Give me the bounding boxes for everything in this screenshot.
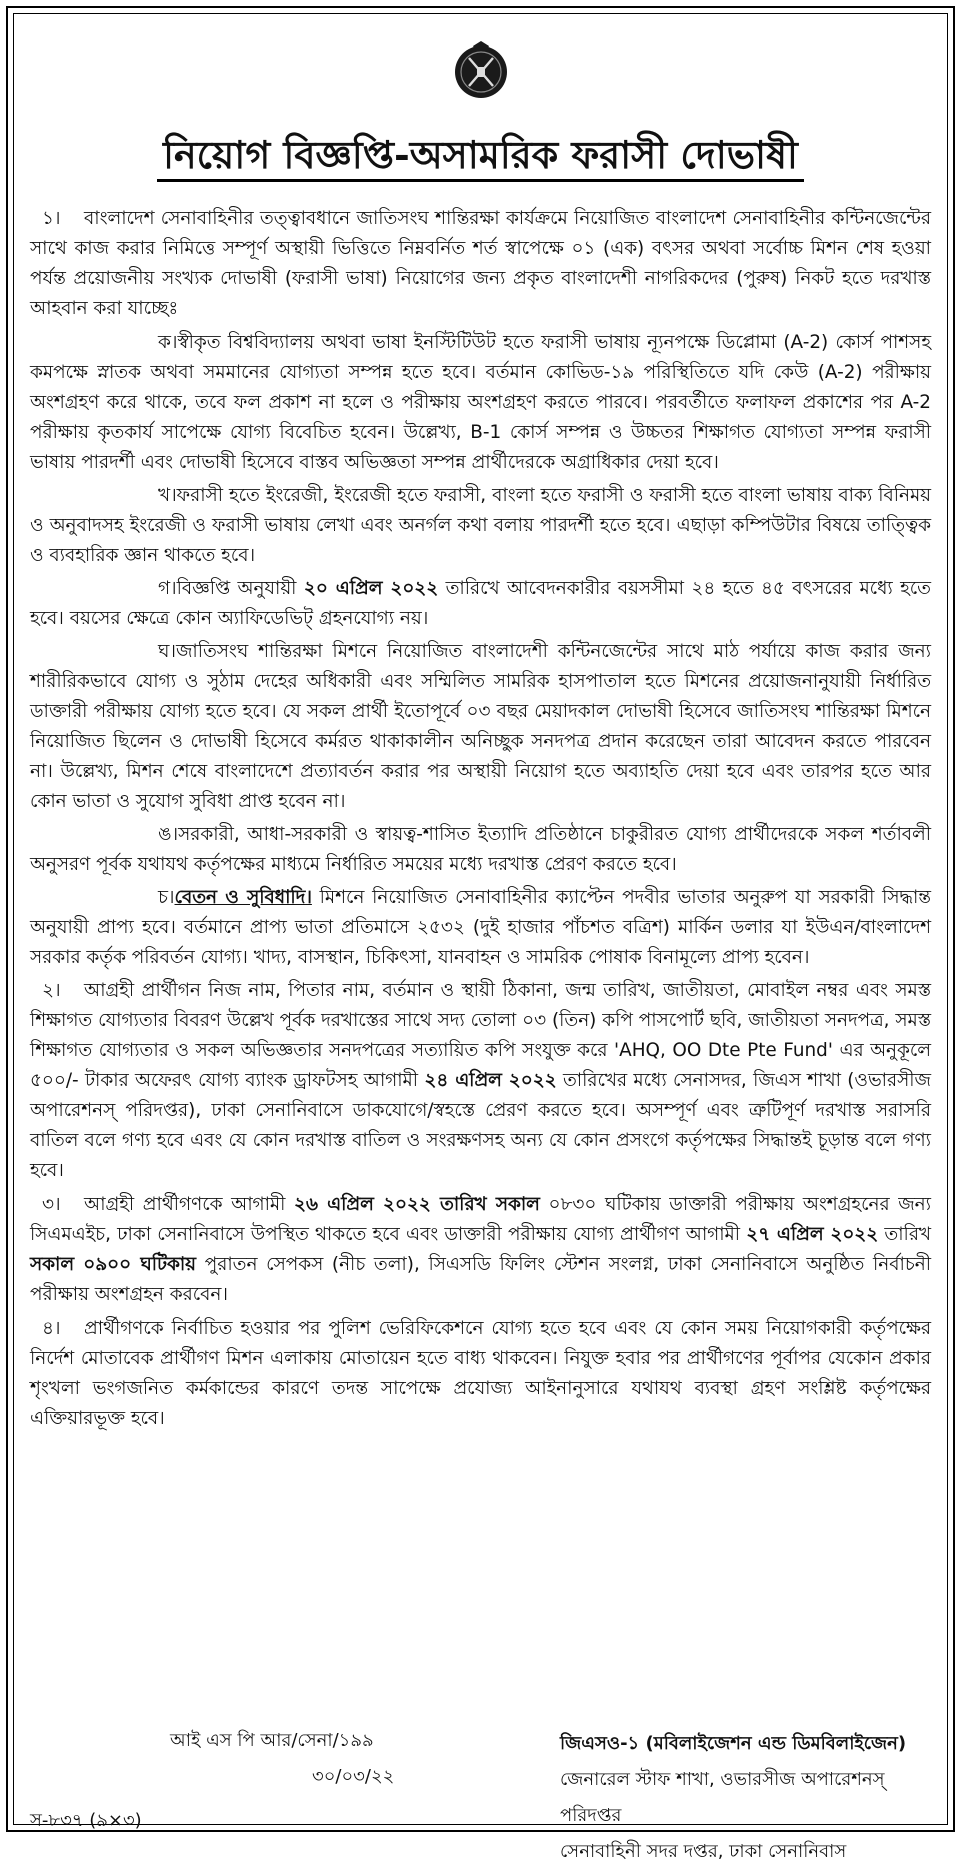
salary-benefits-label: বেতন ও সুবিধাদি। — [174, 887, 312, 908]
paragraph-4 — [30, 1314, 931, 1434]
notice-title — [54, 132, 907, 178]
sub-item-number: ঘ। — [158, 641, 176, 662]
sub-item-ka — [30, 328, 931, 478]
signatory-title: জিএসও-১ (মবিলাইজেশন এন্ড ডিমবিলাইজেন) — [560, 1733, 907, 1754]
paragraph-text-pre: আগ্রহী প্রার্থীগন নিজ নাম, পিতার নাম, বর্তমান ও স্থায়ী ঠিকানা, জন্ম তারিখ, জাতীয়তা, মোবাইল নম্বর এবং সমস্ত শিক্ষাগত যোগ্যতার বিবরণ উল্লেখ পূর্বক দরখাস্তের সাথে সদ্য তোলা ০৩ (তিন) কপি পাসপোর্ট ছবি, জাতীয়তা সনদপত্র, সমস্ত শিক্ষাগত যোগ্যতার ও সকল অভিজ্ঞতার সনদপত্রের সত্যায়িত কপি সংযুক্ত করে 'AHQ, OO Dte Pte Fund' এর অনুকূলে ৫০০/- টাকার অফেরৎ যোগ্য ব্যাংক ড্রাফটসহ আগামী — [30, 980, 931, 1091]
application-deadline-date: ২৪ এপ্রিল ২০২২ — [424, 1070, 557, 1091]
sub-item-cha — [30, 883, 931, 973]
paragraph-number: ৩। — [42, 1194, 61, 1215]
sub-item-text: সরকারী, আধা-সরকারী ও স্বায়ত্ব-শাসিত ইত্যাদি প্রতিষ্ঠানে চাকুরীরত যোগ্য প্রার্থীদেরকে সকল শর্তাবলী অনুসরণ পূর্বক যথাযথ কর্তৃপক্ষের মাধ্যমে নির্ধারিত সময়ের মধ্যে দরখাস্ত প্রেরণ করতে হবে। — [30, 824, 931, 875]
sub-item-text: মিশনে নিয়োজিত সেনাবাহিনীর ক্যাপ্টেন পদবীর ভাতার অনুরুপ যা সরকারী সিদ্ধান্ত অনুযায়ী প্রাপ্য হবে। বর্তমানে প্রাপ্য ভাতা প্রতিমাসে ২৫৩২ (দুই হাজার পাঁচশত বত্রিশ) মার্কিন ডলার যা ইউএন/বাংলাদেশ সরকার কর্তৃক পরিবর্তন যোগ্য। খাদ্য, বাসস্থান, চিকিৎসা, যানবাহন ও সামরিক পোষাক বিনামূল্যে প্রাপ্য হবেন। — [30, 887, 931, 968]
signatory-branch: জেনারেল স্টাফ শাখা, ওভারসীজ অপারেশনস্ পরিদপ্তর — [560, 1769, 885, 1826]
age-deadline-date: ২০ এপ্রিল ২০২২ — [303, 578, 439, 599]
sub-item-ga — [30, 574, 931, 634]
reference-number: আই এস পি আর/সেনা/১৯৯ — [170, 1730, 374, 1751]
sub-item-number: ঙ। — [158, 824, 179, 845]
medical-exam-date: ২৬ এপ্রিল ২০২২ তারিখ সকাল — [294, 1194, 540, 1215]
paragraph-number: ২। — [42, 980, 61, 1001]
paragraph-3 — [30, 1190, 931, 1310]
paragraph-text: আগ্রহী প্রার্থীগণকে আগামী — [84, 1194, 286, 1215]
reference-date: ৩০/০৩/২২ — [312, 1766, 395, 1787]
sub-item-number: চ। — [158, 887, 175, 908]
sub-item-kha — [30, 481, 931, 571]
publication-code: স-৮৩৭ (৯×৩) — [30, 1810, 142, 1831]
paragraph-text-post: তারিখের মধ্যে সেনাসদর, জিএস শাখা (ওভারসীজ অপারেশনস্ পরিদপ্তর), ঢাকা সেনানিবাসে ডাকযোগে/স্বহস্তে প্রেরণ করতে হবে। অসম্পূর্ণ এবং ত্রুটিপূর্ণ দরখাস্ত সরাসরি বাতিল বলে গণ্য হবে এবং যে কোন দরখাস্ত বাতিল ও সংরক্ষণসহ অন্য যে কোন প্রসংগে কর্তৃপক্ষের সিদ্ধান্তই চূড়ান্ত বলে গণ্য হবে। — [30, 1070, 931, 1181]
army-emblem-icon — [451, 40, 511, 100]
sub-item-text: ফরাসী হতে ইংরেজী, ইংরেজী হতে ফরাসী, বাংলা হতে ফরাসী ও ফরাসী হতে বাংলা ভাষায় বাক্য বিনিময় ও অনুবাদসহ ইংরেজী ও ফরাসী ভাষায় লেখা এবং অনর্গল কথা বলায় পারদর্শী হতে হবে। এছাড়া কম্পিউটার বিষয়ে তাত্ত্বিক ও ব্যবহারিক জ্ঞান থাকতে হবে। — [30, 485, 931, 566]
sub-item-uma — [30, 820, 931, 880]
paragraph-number: ৪। — [42, 1318, 61, 1339]
sub-item-number: গ। — [158, 578, 177, 599]
paragraph-text: তারিখ — [884, 1224, 932, 1245]
sub-item-text: স্বীকৃত বিশ্ববিদ্যালয় অথবা ভাষা ইনস্টিটিউট হতে ফরাসী ভাষায় ন্যূনপক্ষে ডিপ্লোমা (A-2) কোর্স পাশসহ কমপক্ষে স্নাতক অথবা সমমানের যোগ্যতা সম্পন্ন হতে হবে। বর্তমান কোভিড-১৯ পরিস্থিতিতে যদি কেউ (A-2) পরীক্ষায় অংশগ্রহণ করে থাকে, তবে ফল প্রকাশ না হলে ও পরীক্ষায় অংশগ্রহণ করতে পারবে। পরবর্তীতে ফলাফল প্রকাশের পর A-2 পরীক্ষায় কৃতকার্য সাপেক্ষে যোগ্য বিবেচিত হবেন। উল্লেখ্য, B-1 কোর্স সম্পন্ন ও উচ্চতর শিক্ষাগত যোগ্যতা সম্পন্ন ফরাসী ভাষায় পারদর্শী এবং দোভাষী হিসেবে বাস্তব অভিজ্ঞতা সম্পন্ন প্রার্থীদেরকে অগ্রাধিকার দেয়া হবে। — [30, 332, 931, 473]
notice-title-text: নিয়োগ বিজ্ঞপ্তি-অসামরিক ফরাসী দোভাষী — [157, 132, 804, 182]
paragraph-text: পুরাতন সেপকস (নীচ তলা), সিএসডি ফিলিং স্টেশন সংলগ্ন, ঢাকা সেনানিবাসে অনুষ্ঠিত নির্বাচনী পরীক্ষায় অংশগ্রহন করবেন। — [30, 1254, 931, 1305]
notice-inner-border — [13, 13, 948, 1862]
paragraph-text: প্রার্থীগণকে নির্বাচিত হওয়ার পর পুলিশ ভেরিফিকেশনে যোগ্য হতে হবে এবং যে কোন সময় নিয়োগকারী কর্তৃপক্ষের নির্দেশ মোতাবেক প্রার্থীগণ মিশন এলাকায় মোতায়েন হতে বাধ্য থাকবেন। নিযুক্ত হবার পর প্রার্থীগণের পূর্বাপর যেকোন প্রকার শৃংখলা ভংগজনিত কর্মকান্ডের কারণে তদন্ত সাপেক্ষে প্রযোজ্য আইনানুসারে যথাযথ ব্যবস্থা গ্রহণ সংশ্লিষ্ট কর্তৃপক্ষের এক্তিয়ারভূক্ত হবে। — [30, 1318, 931, 1429]
signature-block — [560, 1726, 931, 1870]
selection-exam-date: ২৭ এপ্রিল ২০২২ — [746, 1224, 879, 1245]
sub-item-text: জাতিসংঘ শান্তিরক্ষা মিশনে নিয়োজিত বাংলাদেশী কন্টিনজেন্টের সাথে মাঠ পর্যায়ে কাজ করার জন্য শারীরিকভাবে যোগ্য ও সুঠাম দেহের অধিকারী এবং সম্মিলিত সামরিক হাসপাতাল হতে মিশনের প্রয়োজনানুযায়ী নির্ধারিত ডাক্তারী পরীক্ষায় যোগ্য হতে হবে। যে সকল প্রার্থী ইতোপূর্বে ০৩ বছর মেয়াদকাল দোভাষী হিসেবে জাতিসংঘ শান্তিরক্ষা মিশনে নিয়োজিত ছিলেন ও দোভাষী হিসেবে কর্মরত থাকাকালীন অনিচ্ছুক সনদপত্র প্রদান করেছেন তারা আবেদন করতে পারবেন না। উল্লেখ্য, মিশন শেষে বাংলাদেশে প্রত্যাবর্তন করার পর অস্থায়ী নিয়োগ হতে অব্যাহতি দেয়া হবে এবং তারপর হতে আর কোন ভাতা ও সুযোগ সুবিধা প্রাপ্ত হবেন না। — [30, 641, 931, 812]
sub-item-number: খ। — [158, 485, 177, 506]
paragraph-1 — [30, 204, 931, 324]
paragraph-number: ১। — [42, 208, 61, 229]
selection-exam-time: সকাল ০৯০০ ঘটিকায় — [30, 1254, 197, 1275]
notice-page — [6, 6, 955, 1862]
notice-footer — [30, 1726, 931, 1862]
paragraph-text: ০৮৩০ ঘটিকায় ডাক্তারী পরীক্ষায় অংশগ্রহনের জন্য সিএমএইচ, ঢাকা সেনানিবাসে উপস্থিত থাকতে হবে এবং ডাক্তারী পরীক্ষায় যোগ্য প্রার্থীগণ আগামী — [30, 1194, 931, 1245]
notice-body — [30, 204, 931, 1438]
sub-item-number: ক। — [158, 332, 178, 353]
paragraph-2 — [30, 976, 931, 1186]
sub-item-text-post: তারিখে আবেদনকারীর বয়সসীমা ২৪ হতে ৪৫ বৎসরের মধ্যে হতে হবে। বয়সের ক্ষেত্রে কোন অ্যাফিডেভিট্ গ্রহনযোগ্য নয়। — [30, 578, 931, 629]
signatory-office: সেনাবাহিনী সদর দপ্তর, ঢাকা সেনানিবাস — [560, 1841, 847, 1862]
paragraph-text: বাংলাদেশ সেনাবাহিনীর তত্ত্বাবধানে জাতিসংঘ শান্তিরক্ষা কার্যক্রমে নিয়োজিত বাংলাদেশ সেনাবাহিনীর কন্টিনজেন্টের সাথে কাজ করার নিমিত্তে সম্পূর্ণ অস্থায়ী ভিত্তিতে নিম্নবর্নিত শর্ত স্বাপেক্ষে ০১ (এক) বৎসর অথবা সর্বোচ্চ মিশন শেষ হওয়া পর্যন্ত প্রয়োজনীয় সংখ্যক দোভাষী (ফরাসী ভাষা) নিয়োগের জন্য প্রকৃত বাংলাদেশী নাগরিকদের (পুরুষ) নিকট হতে দরখাস্ত আহবান করা যাচ্ছেঃ — [30, 208, 931, 319]
sub-item-text-pre: বিজ্ঞপ্তি অনুযায়ী — [176, 578, 297, 599]
sub-item-gha — [30, 637, 931, 817]
